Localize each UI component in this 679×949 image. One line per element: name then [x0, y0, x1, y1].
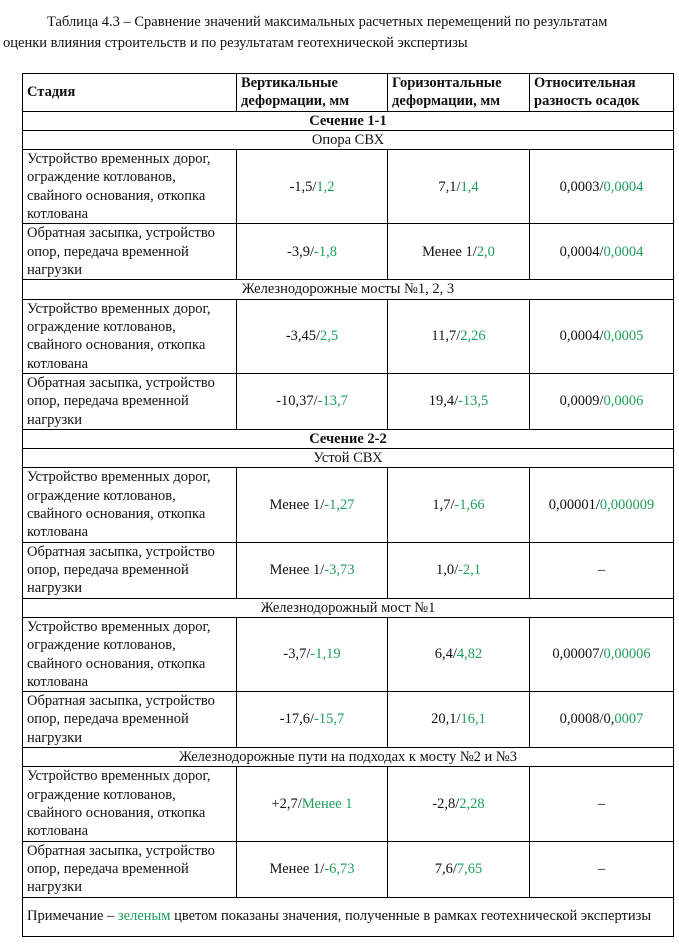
vertical-cell — [237, 224, 388, 280]
vertical-cell — [237, 150, 388, 224]
vertical-cell — [237, 617, 388, 691]
group-title: Железнодорожный мост №1 — [23, 598, 674, 617]
horizontal-cell-calc: 1,7/ — [432, 496, 455, 513]
vertical-cell-expertise: -15,7 — [314, 711, 345, 728]
stage-cell: Обратная засыпка, устройство опор, передача временной нагрузки — [23, 224, 237, 280]
vertical-cell — [237, 767, 388, 841]
vertical-cell — [237, 692, 388, 748]
vertical-cell-expertise: 1,2 — [316, 178, 335, 195]
vertical-cell-expertise: -3,73 — [324, 561, 355, 578]
horizontal-cell-expertise: 2,0 — [476, 243, 495, 260]
table-row — [23, 617, 674, 691]
vertical-cell-calc: -17,6/ — [279, 711, 314, 728]
group-title: Опора СВХ — [23, 130, 674, 149]
vertical-cell-expertise: -1,8 — [314, 243, 337, 260]
vertical-cell-calc: -3,7/ — [283, 646, 311, 663]
horizontal-cell-expertise: -1,66 — [454, 496, 485, 513]
relative-cell-calc: – — [597, 795, 606, 812]
horizontal-cell-calc: 1,0/ — [435, 561, 459, 578]
relative-cell-calc: 0,0004/ — [559, 328, 604, 345]
relative-cell — [530, 841, 674, 897]
table-row — [23, 224, 674, 280]
horizontal-cell — [388, 373, 530, 429]
stage-cell: Обратная засыпка, устройство опор, передача временной нагрузки — [23, 542, 237, 598]
vertical-cell — [237, 468, 388, 542]
header-vertical: Вертикальные деформации, мм — [237, 74, 388, 112]
vertical-cell-expertise: -1,27 — [324, 496, 355, 513]
horizontal-cell-calc: 19,4/ — [428, 393, 459, 410]
horizontal-cell-expertise: 2,26 — [460, 328, 486, 345]
vertical-cell-calc: -3,45/ — [285, 328, 321, 345]
header-row — [23, 74, 674, 112]
horizontal-cell — [388, 150, 530, 224]
relative-cell-calc: 0,0008/0, — [559, 711, 615, 728]
table-note — [23, 897, 674, 936]
vertical-cell-calc: -3,9/ — [287, 243, 314, 260]
relative-cell — [530, 767, 674, 841]
vertical-cell — [237, 299, 388, 373]
horizontal-cell-calc: 11,7/ — [431, 328, 461, 345]
header-horizontal: Горизонтальные деформации, мм — [388, 74, 530, 112]
horizontal-cell-expertise: 4,82 — [456, 646, 483, 663]
horizontal-cell-expertise: -13,5 — [458, 393, 489, 410]
horizontal-cell — [388, 224, 530, 280]
vertical-cell-expertise: -13,7 — [317, 393, 348, 410]
table-caption — [0, 12, 679, 54]
horizontal-cell-expertise: -2,1 — [458, 561, 482, 578]
vertical-cell-expertise: 2,5 — [320, 328, 339, 345]
horizontal-cell — [388, 841, 530, 897]
horizontal-cell-calc: 6,4/ — [434, 646, 457, 663]
vertical-cell-calc: Менее 1/ — [269, 860, 325, 877]
header-relative: Относительная разность осадок — [530, 74, 674, 112]
horizontal-cell-calc: 7,6/ — [434, 860, 457, 877]
relative-cell-expertise: 0,0004 — [603, 178, 644, 195]
relative-cell-expertise: 0,00006 — [603, 646, 651, 663]
stage-cell: Обратная засыпка, устройство опор, передача временной нагрузки — [23, 373, 237, 429]
stage-cell: Устройство временных дорог, ограждение котлованов, свайного основания, откопка котлована — [23, 468, 237, 542]
vertical-cell-expertise: -1,19 — [310, 646, 341, 663]
caption-line-1: Таблица 4.3 – Сравнение значений максимальных расчетных перемещений по результатам — [47, 14, 608, 30]
vertical-cell — [237, 841, 388, 897]
header-stage: Стадия — [23, 74, 237, 112]
relative-cell-expertise: 0,0004 — [603, 243, 644, 260]
relative-cell-calc: 0,00007/ — [552, 646, 604, 663]
relative-cell-calc: 0,0009/ — [559, 393, 604, 410]
relative-cell — [530, 542, 674, 598]
relative-cell-calc: – — [597, 561, 606, 578]
horizontal-cell — [388, 542, 530, 598]
table-row — [23, 692, 674, 748]
vertical-cell-calc: -1,5/ — [289, 178, 317, 195]
relative-cell-calc: 0,00001/ — [548, 496, 600, 513]
relative-cell-expertise: 0,0005 — [603, 328, 644, 345]
table-row — [23, 150, 674, 224]
horizontal-cell-calc: Менее 1/ — [422, 243, 477, 260]
horizontal-cell-calc: 7,1/ — [438, 178, 461, 195]
caption-line-2: оценки влияния строительств и по результатам геотехнической экспертизы — [3, 35, 468, 51]
vertical-cell — [237, 542, 388, 598]
stage-cell: Обратная засыпка, устройство опор, передача временной нагрузки — [23, 841, 237, 897]
note-after: цветом показаны значения, полученные в рамках геотехнической экспертизы — [170, 908, 652, 925]
relative-cell — [530, 692, 674, 748]
note-row — [23, 897, 674, 936]
relative-cell — [530, 617, 674, 691]
section-row — [23, 429, 674, 448]
vertical-cell-calc: -10,37/ — [276, 393, 318, 410]
group-row — [23, 449, 674, 468]
horizontal-cell-calc: 20,1/ — [431, 711, 461, 728]
relative-cell-calc: – — [597, 860, 606, 877]
group-title: Железнодорожные пути на подходах к мосту №2 и №3 — [23, 748, 674, 767]
group-title: Устой СВХ — [23, 449, 674, 468]
group-row — [23, 280, 674, 299]
table-row — [23, 468, 674, 542]
group-title: Железнодорожные мосты №1, 2, 3 — [23, 280, 674, 299]
relative-cell-expertise: 0,000009 — [599, 496, 655, 513]
section-title: Сечение 2-2 — [23, 429, 674, 448]
section-title: Сечение 1-1 — [23, 111, 674, 130]
relative-cell — [530, 299, 674, 373]
vertical-cell-calc: +2,7/ — [271, 795, 302, 812]
horizontal-cell — [388, 299, 530, 373]
comparison-table — [22, 73, 674, 937]
vertical-cell-expertise: -6,73 — [324, 860, 355, 877]
stage-cell: Обратная засыпка, устройство опор, передача временной нагрузки — [23, 692, 237, 748]
relative-cell-calc: 0,0003/ — [559, 178, 604, 195]
vertical-cell-expertise: Менее 1 — [301, 795, 353, 812]
horizontal-cell-expertise: 7,65 — [456, 860, 483, 877]
horizontal-cell-expertise: 2,28 — [459, 795, 485, 812]
relative-cell — [530, 150, 674, 224]
vertical-cell-calc: Менее 1/ — [269, 496, 325, 513]
relative-cell-calc: 0,0004/ — [559, 243, 604, 260]
table-row — [23, 299, 674, 373]
group-row — [23, 748, 674, 767]
horizontal-cell-calc: -2,8/ — [432, 795, 460, 812]
horizontal-cell-expertise: 16,1 — [460, 711, 486, 728]
note-before: Примечание – — [27, 908, 118, 925]
stage-cell: Устройство временных дорог, ограждение котлованов, свайного основания, откопка котлована — [23, 617, 237, 691]
table-body — [23, 111, 674, 897]
relative-cell — [530, 373, 674, 429]
stage-cell: Устройство временных дорог, ограждение котлованов, свайного основания, откопка котлована — [23, 299, 237, 373]
stage-cell: Устройство временных дорог, ограждение котлованов, свайного основания, откопка котлована — [23, 767, 237, 841]
vertical-cell-calc: Менее 1/ — [269, 561, 325, 578]
group-row — [23, 598, 674, 617]
note-green-word: зеленым — [117, 908, 171, 925]
stage-cell: Устройство временных дорог, ограждение котлованов, свайного основания, откопка котлована — [23, 150, 237, 224]
table-row — [23, 767, 674, 841]
relative-cell — [530, 224, 674, 280]
relative-cell-expertise: 0,0006 — [603, 393, 644, 410]
horizontal-cell — [388, 767, 530, 841]
table-row — [23, 373, 674, 429]
horizontal-cell — [388, 468, 530, 542]
table-row — [23, 841, 674, 897]
relative-cell — [530, 468, 674, 542]
horizontal-cell-expertise: 1,4 — [460, 178, 479, 195]
horizontal-cell — [388, 617, 530, 691]
group-row — [23, 130, 674, 149]
section-row — [23, 111, 674, 130]
table-row — [23, 542, 674, 598]
relative-cell-expertise: 0007 — [614, 711, 644, 728]
horizontal-cell — [388, 692, 530, 748]
vertical-cell — [237, 373, 388, 429]
